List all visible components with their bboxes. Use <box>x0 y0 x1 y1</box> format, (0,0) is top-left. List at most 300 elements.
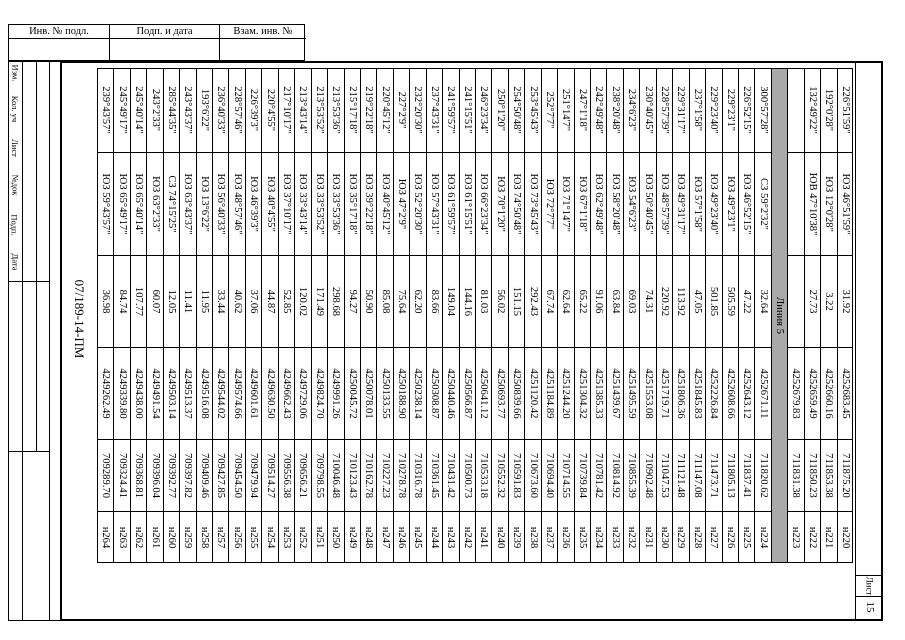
table-row <box>820 68 836 563</box>
cell-y: 4251184.89 <box>542 348 557 440</box>
kol-uch-label: Кол. уч <box>10 95 20 123</box>
cell-x: 709397.82 <box>180 440 195 512</box>
cell-angle: 242°49'48" <box>591 68 606 153</box>
cell-y: 4250641.12 <box>476 348 491 440</box>
cell-y: 4250566.87 <box>460 348 475 440</box>
cell-bearing: ЮЗ 12°0'28" <box>821 153 836 256</box>
cell-y: 4249544.02 <box>213 348 228 440</box>
cell-bearing: ЮЗ 39°22'18" <box>361 153 376 256</box>
cell-y: 4249438.00 <box>131 348 146 440</box>
cell-point: н235 <box>576 526 588 549</box>
cell-point: н256 <box>231 526 243 549</box>
cell-bearing: ЮЗ 65°40'14" <box>131 153 146 256</box>
cell-x: 710781.42 <box>591 440 606 512</box>
cell-len: 149.04 <box>443 256 458 348</box>
cell-bearing: ЮЗ 57°43'31" <box>427 153 442 256</box>
cell-point: н262 <box>133 526 145 549</box>
cell-angle: 220°45'12" <box>377 68 392 153</box>
cell-y: 4251553.08 <box>640 348 655 440</box>
vzam-inv-label: Взам. инв. № <box>219 25 306 39</box>
cell-y: 4252659.49 <box>805 348 820 440</box>
cell-point: н251 <box>313 526 325 549</box>
cell-bearing: ЮЗ 65°49'17" <box>114 153 129 256</box>
table-row <box>179 68 195 563</box>
cell-point: н237 <box>543 526 555 549</box>
cell-y: 4250078.01 <box>361 348 376 440</box>
cell-point: н236 <box>560 526 572 549</box>
cell-angle: 226°52'15" <box>739 68 754 153</box>
cell-y: 4249630.50 <box>262 348 277 440</box>
cell-angle: 250°1'20" <box>492 68 507 153</box>
cell-angle: 239°43'57" <box>98 68 113 153</box>
cell-x: 710714.55 <box>558 440 573 512</box>
cell-bearing: ЮЗ 66°23'34" <box>476 153 491 256</box>
cell-len: 85.08 <box>377 256 392 348</box>
cell-len: 62.20 <box>410 256 425 348</box>
cell-point: н255 <box>248 526 260 549</box>
table-row <box>541 68 557 563</box>
revision-labels <box>8 61 22 281</box>
cell-bearing <box>788 153 803 256</box>
cell-x: 710533.18 <box>476 440 491 512</box>
cell-y: 4249491.54 <box>147 348 162 440</box>
table-row <box>426 68 442 563</box>
cell-point: н254 <box>264 526 276 549</box>
cell-point: н221 <box>823 526 835 549</box>
cell-len: 36.98 <box>98 256 113 348</box>
cell-angle: 217°10'17" <box>279 68 294 153</box>
table-row <box>722 68 738 563</box>
cell-y: 4251120.42 <box>525 348 540 440</box>
cell-len: 67.74 <box>542 256 557 348</box>
cell-angle: 237°43'31" <box>427 68 442 153</box>
cell-len: 120.02 <box>295 256 310 348</box>
table-row <box>146 68 162 563</box>
cell-x: 709289.70 <box>98 440 113 512</box>
cell-bearing: ЮЗ 59°43'57" <box>98 153 113 256</box>
table-row <box>738 68 754 563</box>
cell-len: 62.64 <box>558 256 573 348</box>
cell-bearing: ЮЗ 57°1'58" <box>690 153 705 256</box>
cell-y: 4251439.67 <box>608 348 623 440</box>
cell-x: 710316.78 <box>410 440 425 512</box>
cell-len: 11.41 <box>180 256 195 348</box>
cell-len: 3.22 <box>821 256 836 348</box>
cell-angle: 251°14'7" <box>558 68 573 153</box>
cell-x: 709514.27 <box>262 440 277 512</box>
cell-bearing: ЮЗ 35°17'18" <box>345 153 360 256</box>
cell-point: н222 <box>806 526 818 549</box>
cell-bearing: ЮЗ 33°43'14" <box>295 153 310 256</box>
cell-bearing: ЮЗ 72°7'7" <box>542 153 557 256</box>
cell-angle: 238°20'48" <box>608 68 623 153</box>
cell-point: н233 <box>609 526 621 549</box>
cell-point: н234 <box>593 526 605 549</box>
cell-angle: 228°57'39" <box>657 68 672 153</box>
cell-y: 4252671.11 <box>755 348 770 440</box>
cell-bearing: ЮЗ 50°40'45" <box>640 153 655 256</box>
table-row <box>393 68 409 563</box>
table-row <box>705 68 721 563</box>
cell-y: 4251845.83 <box>690 348 705 440</box>
cell-y: 4251304.32 <box>575 348 590 440</box>
cell-angle: 213°53'36" <box>328 68 343 153</box>
cell-x: 710855.39 <box>624 440 639 512</box>
cell-angle: 229°23'40" <box>706 68 721 153</box>
table-row <box>229 68 245 563</box>
cell-x: 709409.46 <box>197 440 212 512</box>
cell-x: 711805.13 <box>723 440 738 512</box>
table-row <box>491 68 507 563</box>
cell-angle: 226°39'3" <box>246 68 261 153</box>
cell-point: н249 <box>346 526 358 549</box>
ndok-label: №док <box>10 174 21 196</box>
table-row <box>245 68 261 563</box>
cell-point: н220 <box>839 526 851 549</box>
cell-y: 4250440.46 <box>443 348 458 440</box>
cell-point: н244 <box>428 526 440 549</box>
cell-angle: 213°43'14" <box>295 68 310 153</box>
cell-y: 4250045.72 <box>345 348 360 440</box>
cell-len: 113.92 <box>673 256 688 348</box>
cell-point: н264 <box>100 526 112 549</box>
cell-y: 4251244.20 <box>558 348 573 440</box>
cell-angle: 241°15'51" <box>460 68 475 153</box>
table-row <box>212 68 228 563</box>
cell-y: 4251385.33 <box>591 348 606 440</box>
cell-y: 4251495.59 <box>624 348 639 440</box>
cell-bearing: ЮЗ 49°23'1" <box>723 153 738 256</box>
cell-y: 4249601.61 <box>246 348 261 440</box>
cell-len: 33.44 <box>213 256 228 348</box>
cell-bearing: ЮЗ 67°1'18" <box>575 153 590 256</box>
cell-len: 31.92 <box>838 256 853 348</box>
cell-point: н230 <box>659 526 671 549</box>
cell-len: 32.64 <box>755 256 770 348</box>
list-label: Лист <box>10 139 20 157</box>
cell-bearing: ЮЗ 73°45'43" <box>525 153 540 256</box>
cell-y: 4251806.36 <box>673 348 688 440</box>
cell-angle: 230°40'45" <box>640 68 655 153</box>
cell-len: 52.85 <box>279 256 294 348</box>
cell-angle: 226°51'59" <box>838 68 853 153</box>
cell-len: 220.92 <box>657 256 672 348</box>
cell-angle: 132°49'22" <box>805 68 820 153</box>
cell-point: н231 <box>642 526 654 549</box>
table-row <box>278 68 294 563</box>
cell-angle: 228°57'46" <box>230 68 245 153</box>
cell-point: н253 <box>281 526 293 549</box>
cell-bearing: ЮЗ 46°52'15" <box>739 153 754 256</box>
cell-len: 27.73 <box>805 256 820 348</box>
cell-x: 710694.40 <box>542 440 557 512</box>
cell-point: н228 <box>691 526 703 549</box>
cell-y: 4252643.12 <box>739 348 754 440</box>
cell-x: 711837.41 <box>739 440 754 512</box>
cell-point: н263 <box>116 526 128 549</box>
table-row <box>442 68 458 563</box>
cell-x: 709392.77 <box>164 440 179 512</box>
cell-point: н223 <box>790 526 802 549</box>
table-row <box>574 68 590 563</box>
cell-bearing: ЮЗ 37°10'17" <box>279 153 294 256</box>
cell-x: 711047.53 <box>657 440 672 512</box>
cell-point: н250 <box>330 526 342 549</box>
table-row <box>376 68 392 563</box>
cell-bearing: ЮЗ 71°14'7" <box>558 153 573 256</box>
cell-x: 709368.81 <box>131 440 146 512</box>
cell-bearing: ЮЗ 49°31'17" <box>673 153 688 256</box>
cell-x: 710902.48 <box>640 440 655 512</box>
table-row <box>656 68 672 563</box>
top-stamp <box>8 24 305 61</box>
cell-y: 4252226.84 <box>706 348 721 440</box>
cell-x: 710162.78 <box>361 440 376 512</box>
cell-bearing: ЮВ 47°10'38" <box>805 153 820 256</box>
cell-len: 107.77 <box>131 256 146 348</box>
cell-point: н232 <box>626 526 638 549</box>
cell-y: 4249991.26 <box>328 348 343 440</box>
cell-len: 40.62 <box>230 256 245 348</box>
cell-x: 711875.20 <box>838 440 853 512</box>
cell-y: 4250693.77 <box>492 348 507 440</box>
cell-bearing: ЮЗ 52°20'30" <box>410 153 425 256</box>
cell-angle: 245°40'14" <box>131 68 146 153</box>
cell-point: н226 <box>724 526 736 549</box>
cell-bearing: ЮЗ 13°6'22" <box>197 153 212 256</box>
cell-len: 83.66 <box>427 256 442 348</box>
cell-bearing: ЮЗ 58°20'48" <box>608 153 623 256</box>
table-row <box>130 68 146 563</box>
table-row <box>294 68 310 563</box>
table-row <box>804 68 820 563</box>
cell-len: 501.85 <box>706 256 721 348</box>
cell-bearing: СЗ 59°2'32" <box>755 153 770 256</box>
cell-len: 11.95 <box>197 256 212 348</box>
cell-bearing: ЮЗ 48°57'39" <box>657 153 672 256</box>
cell-x: 711147.08 <box>690 440 705 512</box>
cell-len: 47.22 <box>739 256 754 348</box>
cell-angle: 215°17'18" <box>345 68 360 153</box>
cell-point: н229 <box>675 526 687 549</box>
data-label: Дата <box>10 253 21 271</box>
cell-x: 711121.48 <box>673 440 688 512</box>
cell-point: н227 <box>708 526 720 549</box>
cell-x: 709798.55 <box>312 440 327 512</box>
cell-y: 4249824.70 <box>312 348 327 440</box>
cell-angle: 236°40'33" <box>213 68 228 153</box>
cell-point: н240 <box>494 526 506 549</box>
cell-angle: 220°4'55" <box>262 68 277 153</box>
cell-x: 710123.43 <box>345 440 360 512</box>
cell-y: 4250238.14 <box>410 348 425 440</box>
cell-bearing: ЮЗ 46°39'3" <box>246 153 261 256</box>
cell-x: 711820.62 <box>755 440 770 512</box>
podp-data-label: Подп. и дата <box>109 25 219 39</box>
cell-len: 81.03 <box>476 256 491 348</box>
cell-bearing: ЮЗ 48°57'46" <box>230 153 245 256</box>
cell-x: 711473.71 <box>706 440 721 512</box>
izm-label: Изм. <box>10 64 21 82</box>
cell-x: 709454.50 <box>230 440 245 512</box>
table-row <box>590 68 606 563</box>
cell-point: н261 <box>149 526 161 549</box>
cell-angle: 237°1'58" <box>690 68 705 153</box>
cell-y: 4249729.06 <box>295 348 310 440</box>
cell-point: н247 <box>379 526 391 549</box>
cell-y: 4252679.83 <box>788 348 803 440</box>
table-row <box>475 68 491 563</box>
cell-len: 505.59 <box>723 256 738 348</box>
cell-point: н224 <box>757 526 769 549</box>
cell-angle: 300°57'28" <box>755 68 770 153</box>
table-row <box>196 68 212 563</box>
cell-y: 4252683.45 <box>838 348 853 440</box>
podp-label: Подп. <box>10 214 20 236</box>
cell-y: 4249503.14 <box>164 348 179 440</box>
cell-point: н246 <box>396 526 408 549</box>
cell-len: 91.06 <box>591 256 606 348</box>
cell-x: 710552.32 <box>492 440 507 512</box>
cell-x: 710814.92 <box>608 440 623 512</box>
cell-angle: 241°59'57" <box>443 68 458 153</box>
cell-len: 37.06 <box>246 256 261 348</box>
table-row <box>754 68 770 563</box>
cell-bearing: ЮЗ 74°50'48" <box>509 153 524 256</box>
table-row <box>787 68 803 563</box>
cell-point: н243 <box>445 526 457 549</box>
cell-angle: 252°7'7" <box>542 68 557 153</box>
cell-y: 4249662.43 <box>279 348 294 440</box>
doc-number: 07/189-14-ПМ <box>72 279 87 359</box>
cell-angle: 229°23'1" <box>723 68 738 153</box>
cell-x: 710591.83 <box>509 440 524 512</box>
cell-bearing: ЮЗ 40°4'55" <box>262 153 277 256</box>
cell-x: 710500.73 <box>460 440 475 512</box>
sheet-label: Лист <box>863 576 874 596</box>
cell-x: 710046.48 <box>328 440 343 512</box>
cell-y: 4252660.16 <box>821 348 836 440</box>
cell-bearing: ЮЗ 61°15'51" <box>460 153 475 256</box>
cell-bearing: ЮЗ 62°49'48" <box>591 153 606 256</box>
table-row <box>689 68 705 563</box>
cell-point: н238 <box>527 526 539 549</box>
table-row <box>261 68 277 563</box>
table-row <box>344 68 360 563</box>
table-row <box>327 68 343 563</box>
cell-y: 4249574.66 <box>230 348 245 440</box>
cell-len: 44.87 <box>262 256 277 348</box>
cell-bearing: ЮЗ 33°53'52" <box>312 153 327 256</box>
cell-x: 709479.94 <box>246 440 261 512</box>
table-row <box>97 68 113 563</box>
cell-x: 709556.38 <box>279 440 294 512</box>
coordinates-table <box>97 68 853 563</box>
cell-point: н252 <box>297 526 309 549</box>
cell-bearing: ЮЗ 54°6'23" <box>624 153 639 256</box>
cell-y: 4251719.71 <box>657 348 672 440</box>
cell-bearing: ЮЗ 63°43'37" <box>180 153 195 256</box>
cell-angle: 247°1'18" <box>575 68 590 153</box>
cell-bearing: ЮЗ 61°59'57" <box>443 153 458 256</box>
table-row <box>311 68 327 563</box>
cell-bearing: ЮЗ 40°45'12" <box>377 153 392 256</box>
cell-bearing: СЗ 74°15'25" <box>164 153 179 256</box>
cell-angle: 246°23'34" <box>476 68 491 153</box>
cell-len: 84.74 <box>114 256 129 348</box>
cell-point: н259 <box>182 526 194 549</box>
cell-x: 711853.38 <box>821 440 836 512</box>
table-row <box>524 68 540 563</box>
cell-x: 711850.23 <box>805 440 820 512</box>
cell-bearing: ЮЗ 49°23'40" <box>706 153 721 256</box>
cell-y: 4250188.90 <box>394 348 409 440</box>
cell-x: 711831.38 <box>788 440 803 512</box>
cell-len: 65.22 <box>575 256 590 348</box>
cell-len <box>788 256 803 348</box>
table-row <box>459 68 475 563</box>
cell-x: 709396.04 <box>147 440 162 512</box>
cell-angle: 253°45'43" <box>525 68 540 153</box>
sheet-number: 15 <box>864 601 876 613</box>
cell-len: 151.15 <box>509 256 524 348</box>
table-row <box>508 68 524 563</box>
cell-len: 75.64 <box>394 256 409 348</box>
cell-point: н241 <box>478 526 490 549</box>
cell-angle: 285°44'35" <box>164 68 179 153</box>
table-row <box>672 68 688 563</box>
cell-point: н248 <box>363 526 375 549</box>
cell-len: 60.07 <box>147 256 162 348</box>
cell-bearing: ЮЗ 70°1'20" <box>492 153 507 256</box>
table-row <box>163 68 179 563</box>
cell-len: 74.31 <box>640 256 655 348</box>
cell-point: н257 <box>215 526 227 549</box>
cell-point: н260 <box>165 526 177 549</box>
cell-x: 710361.45 <box>427 440 442 512</box>
table-row <box>360 68 376 563</box>
cell-point: н242 <box>461 526 473 549</box>
cell-y: 4250133.55 <box>377 348 392 440</box>
table-row <box>837 68 853 563</box>
cell-angle: 193°6'22" <box>197 68 212 153</box>
cell-point: н245 <box>412 526 424 549</box>
cell-x: 710278.78 <box>394 440 409 512</box>
cell-x: 710739.84 <box>575 440 590 512</box>
cell-len: 12.05 <box>164 256 179 348</box>
cell-angle <box>788 68 803 153</box>
cell-x: 710431.42 <box>443 440 458 512</box>
cell-y: 4252608.66 <box>723 348 738 440</box>
cell-angle: 243°2'33" <box>147 68 162 153</box>
cell-x: 709656.21 <box>295 440 310 512</box>
table-row <box>113 68 129 563</box>
cell-point: н258 <box>198 526 210 549</box>
cell-y: 4250839.66 <box>509 348 524 440</box>
cell-bearing: ЮЗ 47°2'9" <box>394 153 409 256</box>
cell-bearing: ЮЗ 56°40'33" <box>213 153 228 256</box>
table-row <box>557 68 573 563</box>
sheet-label-cell <box>855 575 883 597</box>
cell-angle: 219°22'18" <box>361 68 376 153</box>
cell-len: 94.27 <box>345 256 360 348</box>
section-title: Линия 5 <box>774 296 786 334</box>
section-row <box>771 68 787 563</box>
cell-len: 47.05 <box>690 256 705 348</box>
inv-podl-label: Инв. № подл. <box>9 25 109 39</box>
cell-x: 710673.60 <box>525 440 540 512</box>
cell-angle: 245°49'17" <box>114 68 129 153</box>
